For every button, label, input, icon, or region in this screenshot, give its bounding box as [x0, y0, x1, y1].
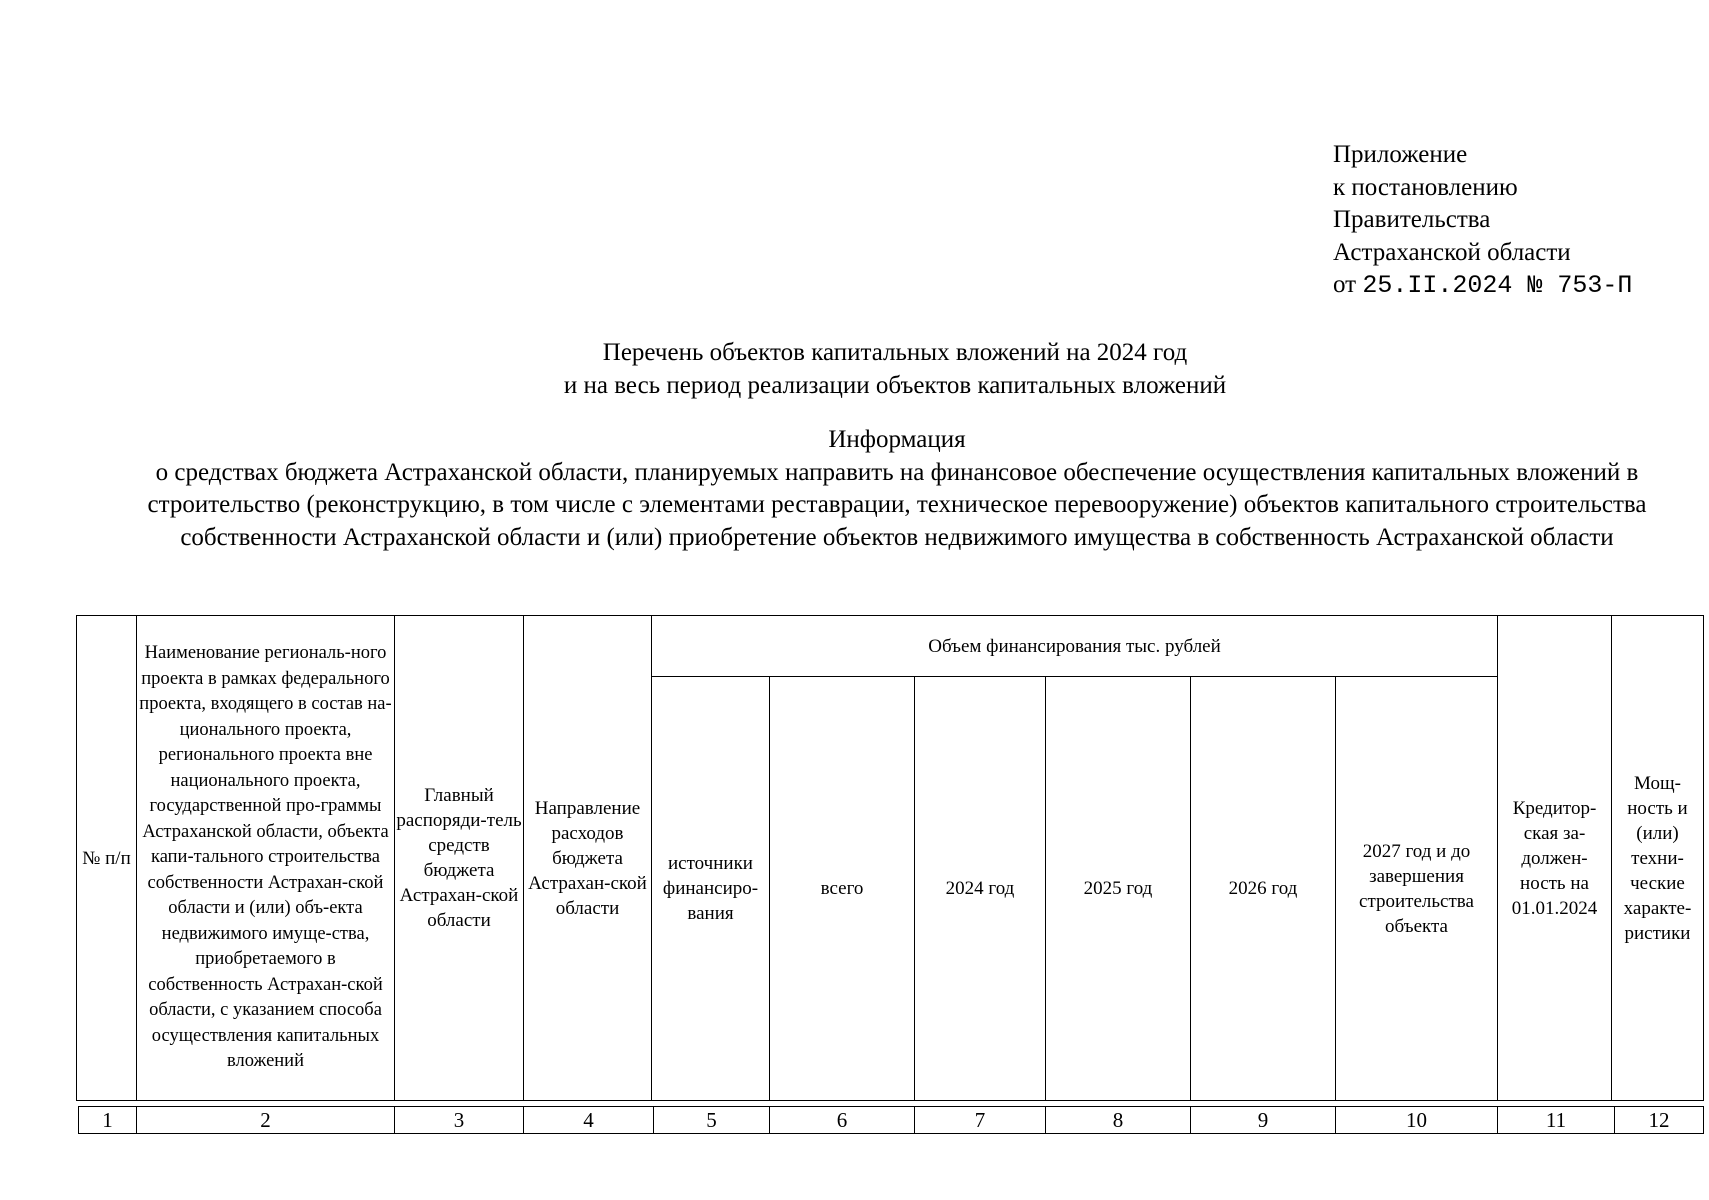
col-number-header: № п/п: [77, 616, 137, 1101]
date-prefix: от: [1333, 271, 1357, 298]
col-2026-header: 2026 год: [1191, 677, 1336, 1101]
col-funding-sources-header: источники финансиро-вания: [652, 677, 770, 1101]
appendix-line: Правительства: [1333, 206, 1491, 233]
column-number: 10: [1336, 1107, 1498, 1134]
column-number: 6: [770, 1107, 915, 1134]
column-number: 5: [654, 1107, 770, 1134]
column-number: 12: [1615, 1107, 1704, 1134]
column-number: 3: [395, 1107, 524, 1134]
col-project-name-header: Наименование региональ-ного проекта в рамках федерального проекта, входящего в состав на-ционального проекта, регионального проекта вне национального проекта, государственной про-граммы Астраханской области, объекта капи-тального строительства собственности Астрахан-ской области и (или) объ-екта недвижимого имуще-ства, приобретаемого в собственность Астрахан-ской области, с указанием способа осуществления капитальных вложений: [137, 616, 395, 1101]
col-capacity-header: Мощ-ность и (или) техни-ческие характе-ристики: [1612, 616, 1704, 1101]
appendix-line: Астраханской области: [1333, 238, 1571, 266]
appendix-line: к постановлению: [1333, 173, 1518, 201]
info-heading: Информация: [828, 426, 966, 453]
title-line-2: и на весь период реализации объектов капитальных вложений: [563, 371, 1227, 399]
header-table: [76, 615, 1704, 1101]
col-total-header: всего: [770, 677, 915, 1101]
column-number: 7: [915, 1107, 1046, 1134]
info-text: о средствах бюджета Астраханской области, планируемых направить на финансовое обеспечение осуществления капитальных вложений в строительство (реконструкцию, в том числе с элементами реставрации, техническое перевооружение) объектов капитального строительства собственности Астраханской области и (или) приобретение объектов недвижимого имущества в собственность Астраханской области: [147, 458, 1647, 551]
column-number: 4: [524, 1107, 654, 1134]
col-2024-header: 2024 год: [915, 677, 1046, 1101]
col-2025-header: 2025 год: [1046, 677, 1191, 1101]
column-number: 8: [1046, 1107, 1191, 1134]
col-2027-header: 2027 год и до завершения строительства объекта: [1336, 677, 1498, 1101]
column-number: 9: [1191, 1107, 1336, 1134]
column-number: 1: [79, 1107, 137, 1134]
document-title: [0, 337, 1709, 402]
column-number: 2: [137, 1107, 395, 1134]
appendix-line: Приложение: [1333, 141, 1468, 168]
appendix-date-line: [1333, 269, 1632, 303]
col-creditor-debt-header: Кредитор-ская за-должен-ность на 01.01.2024: [1498, 616, 1612, 1101]
col-expense-direction-header: Направление расходов бюджета Астрахан-ской области: [524, 616, 652, 1101]
column-number: 11: [1498, 1107, 1615, 1134]
financing-volume-header: Объем финансирования тыс. рублей: [652, 616, 1498, 677]
appendix-block: [1333, 139, 1632, 303]
title-line-1: Перечень объектов капитальных вложений на 2024 год: [602, 339, 1188, 366]
info-block: [112, 424, 1682, 554]
col-main-manager-header: Главный распоряди-тель средств бюджета Астрахан-ской области: [395, 616, 524, 1101]
resolution-date-number: 25.II.2024 № 753-П: [1362, 271, 1633, 300]
column-numbers-row: [78, 1106, 1704, 1134]
